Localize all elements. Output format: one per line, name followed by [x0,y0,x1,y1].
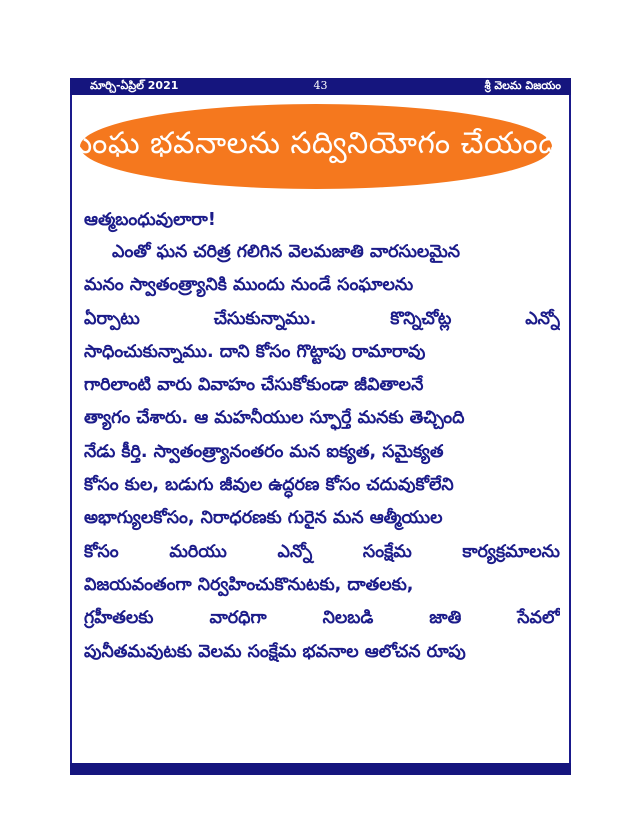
word: సేవలో [517,608,560,629]
article-line: మనం స్వాతంత్ర్యానికి ముందు నుండే సంఘాలను [84,275,414,296]
article-line: ఎంతో ఘన చరిత్ర గలిగిన వెలమజాతి వారసులమైన [112,242,461,262]
word: కార్యక్రమాలను [462,541,560,562]
article-line: నేడు కీర్తి. స్వాతంత్ర్యానంతరం మన ఐక్యత, సమైక్యత [84,441,444,462]
magazine-name: శ్రీ వెలమ విజయం [484,79,561,92]
word: ఎన్నో [525,308,560,329]
article-line: అభాగ్యులకోసం, నిరాధరణకు గురైన మన ఆత్మీయుల [84,508,443,529]
article-line: గారిలాంటి వారు వివాహం చేసుకోకుండా జీవితాలనే [84,375,424,396]
article-line [84,536,560,569]
word: జాతి [429,608,462,629]
header-bar [70,78,571,95]
word: గ్రహీతలకు [84,608,154,629]
word: ఏర్పాటు [84,308,140,329]
article-line [84,602,560,635]
article-line: త్యాగం చేశారు. ఆ మహనీయుల స్ఫూర్తే మనకు తెచ్చింది [84,408,465,429]
article-line: పునీతమవుటకు వెలమ సంక్షేమ భవనాల ఆలోచన రూపు [84,641,466,662]
word: కొన్నిచోట్ల [390,308,452,329]
word: సంక్షేమ [362,541,412,562]
article-title: సంఘ భవనాలను సద్వినియోగం చేయండి [71,125,561,161]
word: మరియు [169,541,227,562]
article-line [84,303,560,336]
footer-bar [70,763,571,775]
article-line: కోసం కుల, బడుగు జీవుల ఉద్ధరణ కోసం చదువుకోలేని [84,475,454,496]
word: వారధిగా [209,608,267,629]
page-number: 43 [313,79,328,92]
issue-date: మార్చి-ఏప్రిల్ 2021 [90,79,179,92]
word: ఎన్నో [277,541,313,562]
word: చేసుకున్నాము. [213,308,317,329]
article-body [84,204,560,669]
word: నిలబడి [322,608,374,629]
salutation: ఆత్మబంధువులారా! [84,210,216,230]
article-line: సాధించుకున్నాము. దాని కోసం గొట్టాపు రామారావు [84,341,426,362]
word: కోసం [84,541,119,562]
article-line: విజయవంతంగా నిర్వహించుకొనుటకు, దాతలకు, [84,574,414,595]
title-banner [71,104,561,189]
